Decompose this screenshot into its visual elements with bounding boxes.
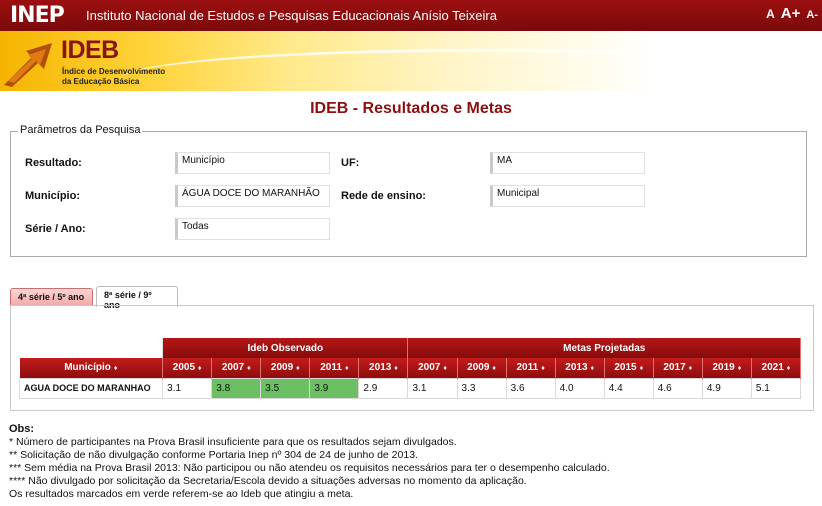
cell-meta-2015: 4.4 xyxy=(604,378,653,398)
sort-icon: ♦ xyxy=(688,365,693,373)
col-municipio[interactable] xyxy=(20,358,163,378)
uf-field: MA xyxy=(490,152,645,174)
banner-swoosh xyxy=(120,49,822,91)
top-bar xyxy=(0,0,822,31)
obs-line-4: **** Não divulgado por solicitação da Secretaria/Escola devido a situações adversas no momento da aplicação. xyxy=(9,475,527,487)
cell-meta-2013: 4.0 xyxy=(555,378,604,398)
col-label: 2009 xyxy=(467,362,490,374)
ideb-subtitle-line2: da Educação Básica xyxy=(62,77,140,86)
font-size-controls xyxy=(766,5,818,22)
inep-logo[interactable]: INEP xyxy=(10,3,64,28)
ideb-subtitle-line1: Índice de Desenvolvimento xyxy=(62,67,166,76)
col-meta-2009[interactable] xyxy=(457,358,506,378)
table-group-header-row xyxy=(20,338,801,358)
cell-meta-2019: 4.9 xyxy=(702,378,751,398)
sort-icon: ♦ xyxy=(737,365,742,373)
search-parameters-fieldset xyxy=(10,124,807,257)
rede-ensino-field: Municipal xyxy=(490,185,645,207)
obs-line-2: ** Solicitação de não divulgação conforme Portaria Inep nº 304 de 24 de junho de 2013. xyxy=(9,449,418,461)
col-meta-2015[interactable] xyxy=(604,358,653,378)
observations xyxy=(9,423,610,501)
institution-name: Instituto Nacional de Estudos e Pesquisas Educacionais Anísio Teixeira xyxy=(86,8,497,23)
ideb-title: IDEB xyxy=(61,36,119,64)
col-obs-2007[interactable] xyxy=(212,358,261,378)
ideb-observado-header: Ideb Observado xyxy=(163,338,408,358)
obs-line-3: *** Sem média na Prova Brasil 2013: Não participou ou não atendeu os requisitos necessários para ter o desempenho calculado. xyxy=(9,462,610,474)
resultado-field: Município xyxy=(175,152,330,174)
font-increase-button[interactable]: A+ xyxy=(780,5,801,22)
cell-obs-2011: 3.9 xyxy=(310,378,359,398)
sort-icon: ♦ xyxy=(113,365,118,373)
sort-icon: ♦ xyxy=(443,365,447,373)
cell-obs-2013: 2.9 xyxy=(359,378,408,398)
cell-meta-2007: 3.1 xyxy=(408,378,457,398)
font-reset-button[interactable]: A xyxy=(766,7,775,21)
uf-label: UF: xyxy=(341,157,360,169)
col-label: 2007 xyxy=(418,362,441,374)
col-label: 2015 xyxy=(614,362,637,374)
ideb-results-table xyxy=(19,338,801,399)
col-label: 2009 xyxy=(270,362,294,374)
municipio-field: ÁGUA DOCE DO MARANHÃO xyxy=(175,185,330,207)
col-meta-2021[interactable] xyxy=(751,358,800,378)
ideb-banner xyxy=(0,31,822,91)
table-row xyxy=(20,378,801,398)
rede-ensino-label: Rede de ensino: xyxy=(341,190,426,202)
cell-obs-2005: 3.1 xyxy=(163,378,212,398)
cell-obs-2007: 3.8 xyxy=(212,378,261,398)
ideb-arrow-icon xyxy=(2,35,58,87)
sort-icon: ♦ xyxy=(296,365,300,373)
cell-meta-2009: 3.3 xyxy=(457,378,506,398)
col-label: 2021 xyxy=(761,362,784,374)
obs-line-5: Os resultados marcados em verde referem-se ao Ideb que atingiu a meta. xyxy=(9,488,354,500)
obs-title: Obs: xyxy=(9,423,35,435)
sort-icon: ♦ xyxy=(590,365,595,373)
col-obs-2013[interactable] xyxy=(359,358,408,378)
font-decrease-button[interactable]: A- xyxy=(806,9,818,21)
col-meta-2011[interactable] xyxy=(506,358,555,378)
sort-icon: ♦ xyxy=(492,365,496,373)
sort-icon: ♦ xyxy=(394,365,398,373)
cell-municipio: AGUA DOCE DO MARANHAO xyxy=(20,378,163,398)
sort-icon: ♦ xyxy=(639,365,644,373)
col-label: 2011 xyxy=(320,362,342,374)
tab-8a-serie-9o-ano[interactable]: 8ª série / 9º ano xyxy=(96,286,178,307)
col-meta-2013[interactable] xyxy=(555,358,604,378)
tab-4a-serie-5o-ano[interactable]: 4ª série / 5º ano xyxy=(10,288,93,306)
resultado-label: Resultado: xyxy=(25,157,82,169)
sort-icon: ♦ xyxy=(786,365,791,373)
sort-icon: ♦ xyxy=(344,365,349,373)
page-title: IDEB - Resultados e Metas xyxy=(310,100,512,117)
col-label: 2017 xyxy=(663,362,686,374)
col-municipio-label: Município xyxy=(64,362,111,374)
sort-icon: ♦ xyxy=(198,365,202,373)
col-label: 2019 xyxy=(712,362,735,374)
col-meta-2007[interactable] xyxy=(408,358,457,378)
ideb-subtitle xyxy=(62,67,165,87)
cell-obs-2009: 3.5 xyxy=(261,378,310,398)
col-meta-2019[interactable] xyxy=(702,358,751,378)
col-label: 2011 xyxy=(516,362,539,374)
col-label: 2013 xyxy=(369,362,392,374)
col-obs-2005[interactable] xyxy=(163,358,212,378)
serie-ano-field: Todas xyxy=(175,218,330,240)
sort-icon: ♦ xyxy=(541,365,545,373)
empty-header-cell xyxy=(20,338,163,358)
metas-projetadas-header: Metas Projetadas xyxy=(408,338,801,358)
col-obs-2009[interactable] xyxy=(261,358,310,378)
cell-meta-2017: 4.6 xyxy=(653,378,702,398)
municipio-label: Município: xyxy=(25,190,80,202)
col-meta-2017[interactable] xyxy=(653,358,702,378)
fieldset-legend: Parâmetros da Pesquisa xyxy=(20,124,141,136)
col-obs-2011[interactable] xyxy=(310,358,359,378)
col-label: 2007 xyxy=(221,362,245,374)
cell-meta-2011: 3.6 xyxy=(506,378,555,398)
table-column-header-row xyxy=(20,358,801,378)
col-label: 2013 xyxy=(565,362,588,374)
col-label: 2005 xyxy=(172,362,196,374)
cell-meta-2021: 5.1 xyxy=(751,378,800,398)
serie-ano-label: Série / Ano: xyxy=(25,223,86,235)
sort-icon: ♦ xyxy=(247,365,251,373)
obs-line-1: * Número de participantes na Prova Brasil insuficiente para que os resultados sejam divulgados. xyxy=(9,436,457,448)
